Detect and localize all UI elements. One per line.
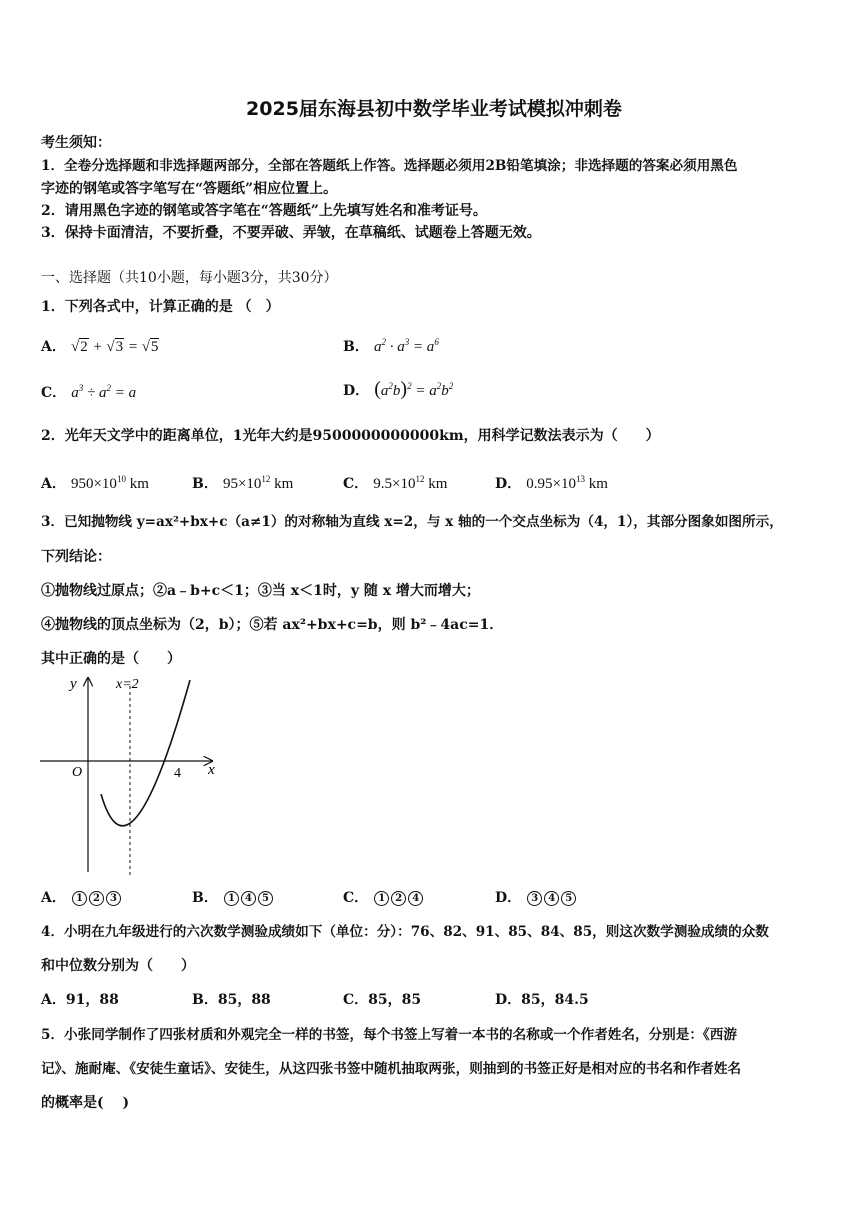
q2-b-exp: 12 — [261, 474, 271, 484]
q4-stem-1: 4．小明在九年级进行的六次数学测验成绩如下（单位：分）：76、82、91、85、84、85，则这次数学测验成绩的众数 — [41, 924, 769, 940]
q2-b-label: B． — [192, 476, 218, 492]
q3-c-num-2: 2 — [391, 891, 406, 906]
parabola-curve — [101, 680, 190, 826]
q2-stem: 2．光年天文学中的距离单位，1光年大约是9500000000000km，用科学记数法表示为（ ） — [41, 428, 660, 444]
notice-item-2: 2．请用黑色字迹的钢笔或答字笔在“答题纸”上先填写姓名和准考证号。 — [41, 203, 487, 219]
q2-option-c — [343, 473, 447, 493]
q3-option-b — [192, 887, 274, 907]
q1-d-label: D． — [343, 383, 370, 399]
q1-option-d — [343, 378, 453, 401]
q1-c-expr: $a^3 \div a^2 = a$ — [71, 383, 137, 401]
q4-option-a: A．91，88 — [41, 992, 119, 1008]
q1-d-expr: $(a^2b)^2 = a^2b^2$ — [374, 378, 454, 400]
notice-item-3: 3．保持卡面清洁，不要折叠，不要弄破、弄皱，在草稿纸、试题卷上答题无效。 — [41, 225, 541, 241]
q5-stem-2: 记》、施耐庵、《安徒生童话》、安徒生，从这四张书签中随机抽取两张，则抽到的书签正好是相对应的书名和作者姓名 — [41, 1061, 742, 1077]
q2-a-label: A． — [41, 476, 66, 492]
q3-line-2: ④抛物线的顶点坐标为（2，b）；⑤若 ax²+bx+c=b，则 b²﹣4ac=1． — [41, 617, 504, 633]
q1-option-a — [41, 336, 159, 356]
q3-parabola-graph — [38, 672, 223, 878]
q2-d-coef: 0.95×10 — [526, 476, 576, 492]
q4-option-d: D．85，84.5 — [495, 992, 589, 1008]
q3-a-label: A． — [41, 890, 66, 906]
q4-option-c: C．85，85 — [343, 992, 422, 1008]
q1-b-expr: $a^2 \cdot a^3 = a^6$ — [373, 337, 439, 355]
q3-b-num-3: 5 — [258, 891, 273, 906]
q2-d-label: D． — [495, 476, 522, 492]
symmetry-axis-label: x=2 — [116, 677, 139, 692]
q3-option-d — [495, 887, 577, 907]
q1-option-c — [41, 382, 136, 402]
q1-stem: 1．下列各式中，计算正确的是 （ ） — [41, 299, 280, 315]
q3-a-num-3: 3 — [106, 891, 121, 906]
q1-a-label: A． — [41, 339, 66, 355]
q3-line-1: ①抛物线过原点；②a﹣b+c＜1；③当 x＜1时，y 随 x 增大而增大； — [41, 583, 480, 599]
q3-b-num-2: 4 — [241, 891, 256, 906]
q3-option-c — [343, 887, 424, 907]
q2-a-coef: 950×10 — [70, 476, 117, 492]
q5-stem-1: 5．小张同学制作了四张材质和外观完全一样的书签，每个书签上写着一本书的名称或一个作者姓名，分别是：《西游 — [41, 1027, 737, 1043]
q3-d-num-3: 5 — [561, 891, 576, 906]
q3-d-label: D． — [495, 890, 522, 906]
q3-b-label: B． — [192, 890, 218, 906]
q1-c-label: C． — [41, 385, 67, 401]
q2-option-d — [495, 473, 608, 493]
q2-c-label: C． — [343, 476, 369, 492]
q2-c-unit: km — [428, 476, 448, 492]
q3-d-num-1: 3 — [527, 891, 542, 906]
q3-c-num-3: 4 — [408, 891, 423, 906]
q3-option-a — [41, 887, 122, 907]
page-title: 2025届东海县初中数学毕业考试模拟冲刺卷 — [246, 98, 622, 120]
q2-c-coef: 9.5×10 — [373, 476, 416, 492]
q1-a-expr: √2 + √3 = √5 — [70, 339, 159, 355]
notice-item-1: 1．全卷分选择题和非选择题两部分，全部在答题纸上作答。选择题必须用2B铅笔填涂；非选择题的答案必须用黑色 — [41, 158, 738, 174]
q3-c-label: C． — [343, 890, 369, 906]
q1-b-label: B． — [343, 339, 369, 355]
notice-heading: 考生须知： — [41, 135, 111, 151]
q3-stem-1: 3．已知抛物线 y=ax²+bx+c（a≠1）的对称轴为直线 x=2，与 x 轴的一个交点坐标为（4，1），其部分图象如图所示， — [41, 514, 783, 530]
q2-option-b — [192, 473, 293, 493]
origin-label: O — [72, 765, 83, 780]
q3-c-num-1: 1 — [374, 891, 389, 906]
section-heading: 一、选择题（共10小题，每小题3分，共30分） — [41, 270, 338, 286]
q2-c-exp: 12 — [415, 474, 425, 484]
q3-stem-2: 下列结论： — [41, 549, 111, 565]
x-axis-label: x — [208, 762, 215, 778]
q2-a-exp: 10 — [116, 474, 126, 484]
q1-option-b — [343, 336, 439, 356]
q4-option-b: B．85，88 — [192, 992, 271, 1008]
x-intercept-label: 4 — [174, 766, 181, 781]
notice-item-1-cont: 字迹的钢笔或答字笔写在“答题纸”相应位置上。 — [41, 181, 338, 197]
q2-a-unit: km — [129, 476, 149, 492]
q2-d-unit: km — [588, 476, 608, 492]
q2-d-exp: 13 — [575, 474, 585, 484]
q3-d-num-2: 4 — [544, 891, 559, 906]
q4-stem-2: 和中位数分别为（ ） — [41, 958, 195, 974]
q3-ask: 其中正确的是（ ） — [41, 651, 181, 667]
y-axis-label: y — [70, 676, 77, 692]
q2-b-unit: km — [274, 476, 294, 492]
q2-option-a — [41, 473, 149, 493]
q5-stem-3: 的概率是( ) — [41, 1095, 130, 1111]
q3-a-num-2: 2 — [89, 891, 104, 906]
q3-b-num-1: 1 — [224, 891, 239, 906]
q3-a-num-1: 1 — [72, 891, 87, 906]
q2-b-coef: 95×10 — [222, 476, 262, 492]
